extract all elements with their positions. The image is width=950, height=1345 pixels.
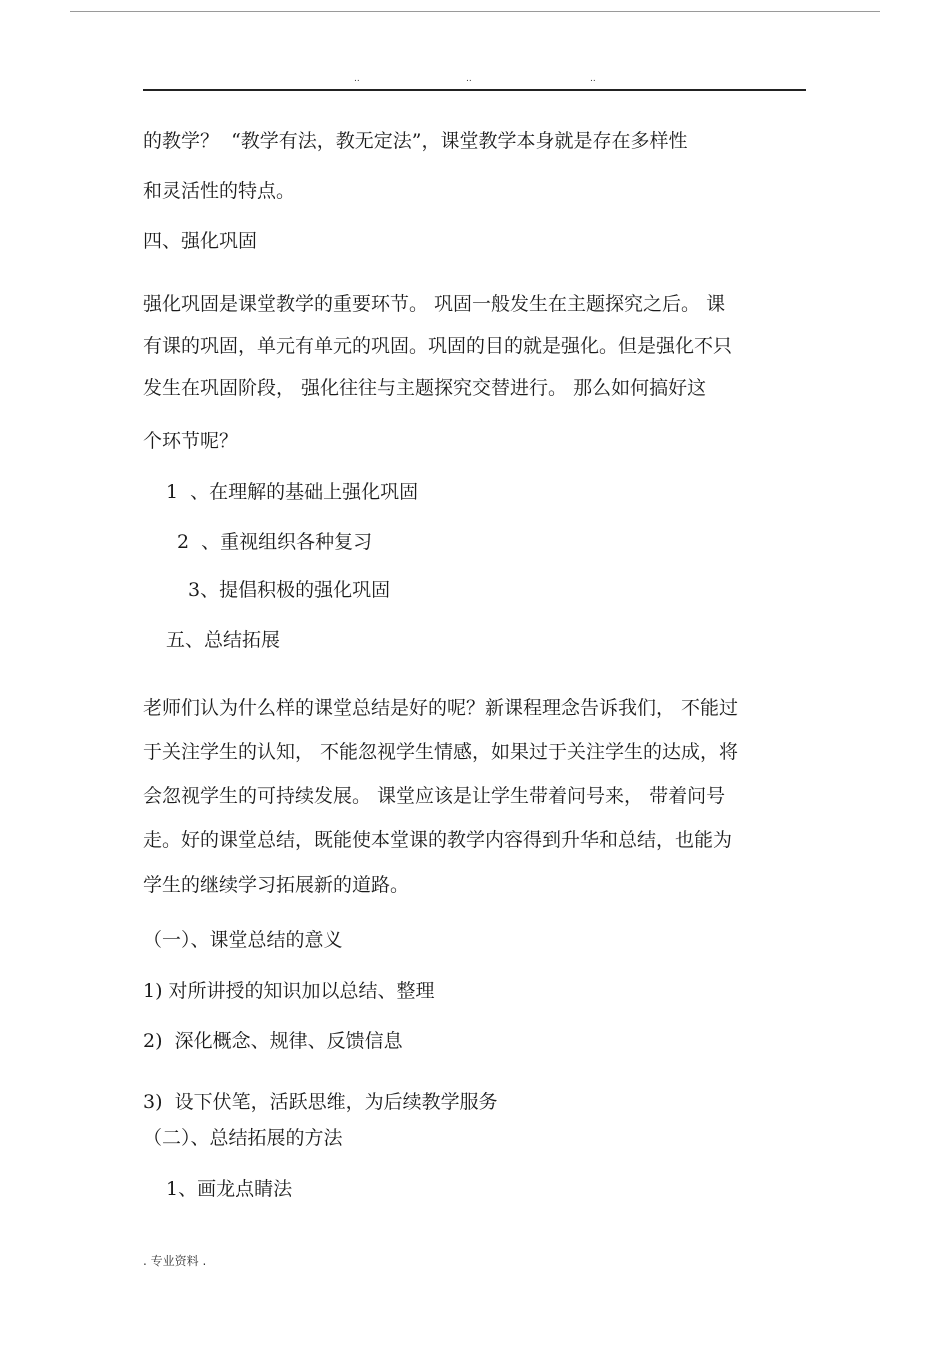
paragraph-line: 会忽视学生的可持续发展。 课堂应该是让学生带着问号来， 带着问号 xyxy=(143,785,726,807)
header-dots: .. xyxy=(590,74,596,84)
section-heading: 五、总结拓展 xyxy=(166,629,281,651)
paragraph-line: 和灵活性的特点。 xyxy=(143,180,296,202)
paragraph-line: 走。好的课堂总结，既能使本堂课的教学内容得到升华和总结，也能为 xyxy=(143,829,733,851)
paragraph-line: 学生的继续学习拓展新的道路。 xyxy=(143,874,410,896)
section-heading: 四、强化巩固 xyxy=(143,230,258,252)
paragraph-line: 强化巩固是课堂教学的重要环节。 巩固一般发生在主题探究之后。 课 xyxy=(143,293,726,315)
top-border-line xyxy=(70,11,880,12)
header-rule xyxy=(143,89,806,91)
list-item: 1 、在理解的基础上强化巩固 xyxy=(166,481,419,503)
list-item: 3、提倡积极的强化巩固 xyxy=(188,579,391,601)
paragraph-line: 老师们认为什么样的课堂总结是好的呢？新课程理念告诉我们， 不能过 xyxy=(143,697,739,719)
paragraph-line: 个环节呢？ xyxy=(143,430,239,452)
paragraph-line: 的教学？ “教学有法，教无定法”，课堂教学本身就是存在多样性 xyxy=(143,130,688,152)
page-footer: . 专业资料 . xyxy=(143,1254,207,1268)
paragraph-line: 于关注学生的认知， 不能忽视学生情感，如果过于关注学生的达成，将 xyxy=(143,741,739,763)
paragraph-line: 发生在巩固阶段， 强化往往与主题探究交替进行。 那么如何搞好这 xyxy=(143,377,707,399)
paragraph-line: 有课的巩固，单元有单元的巩固。巩固的目的就是强化。但是强化不只 xyxy=(143,335,733,357)
list-item: 1) 对所讲授的知识加以总结、整理 xyxy=(143,980,435,1002)
subsection-heading: （二）、总结拓展的方法 xyxy=(143,1127,343,1149)
list-item: 1、画龙点睛法 xyxy=(166,1178,293,1200)
list-item: 2) 深化概念、规律、反馈信息 xyxy=(143,1030,403,1052)
list-item: 3) 设下伏笔，活跃思维，为后续教学服务 xyxy=(143,1091,498,1113)
subsection-heading: （一）、课堂总结的意义 xyxy=(143,929,343,951)
list-item: 2 、重视组织各种复习 xyxy=(177,531,373,553)
header-dots: .. xyxy=(354,74,360,84)
header-dots: .. xyxy=(466,74,472,84)
